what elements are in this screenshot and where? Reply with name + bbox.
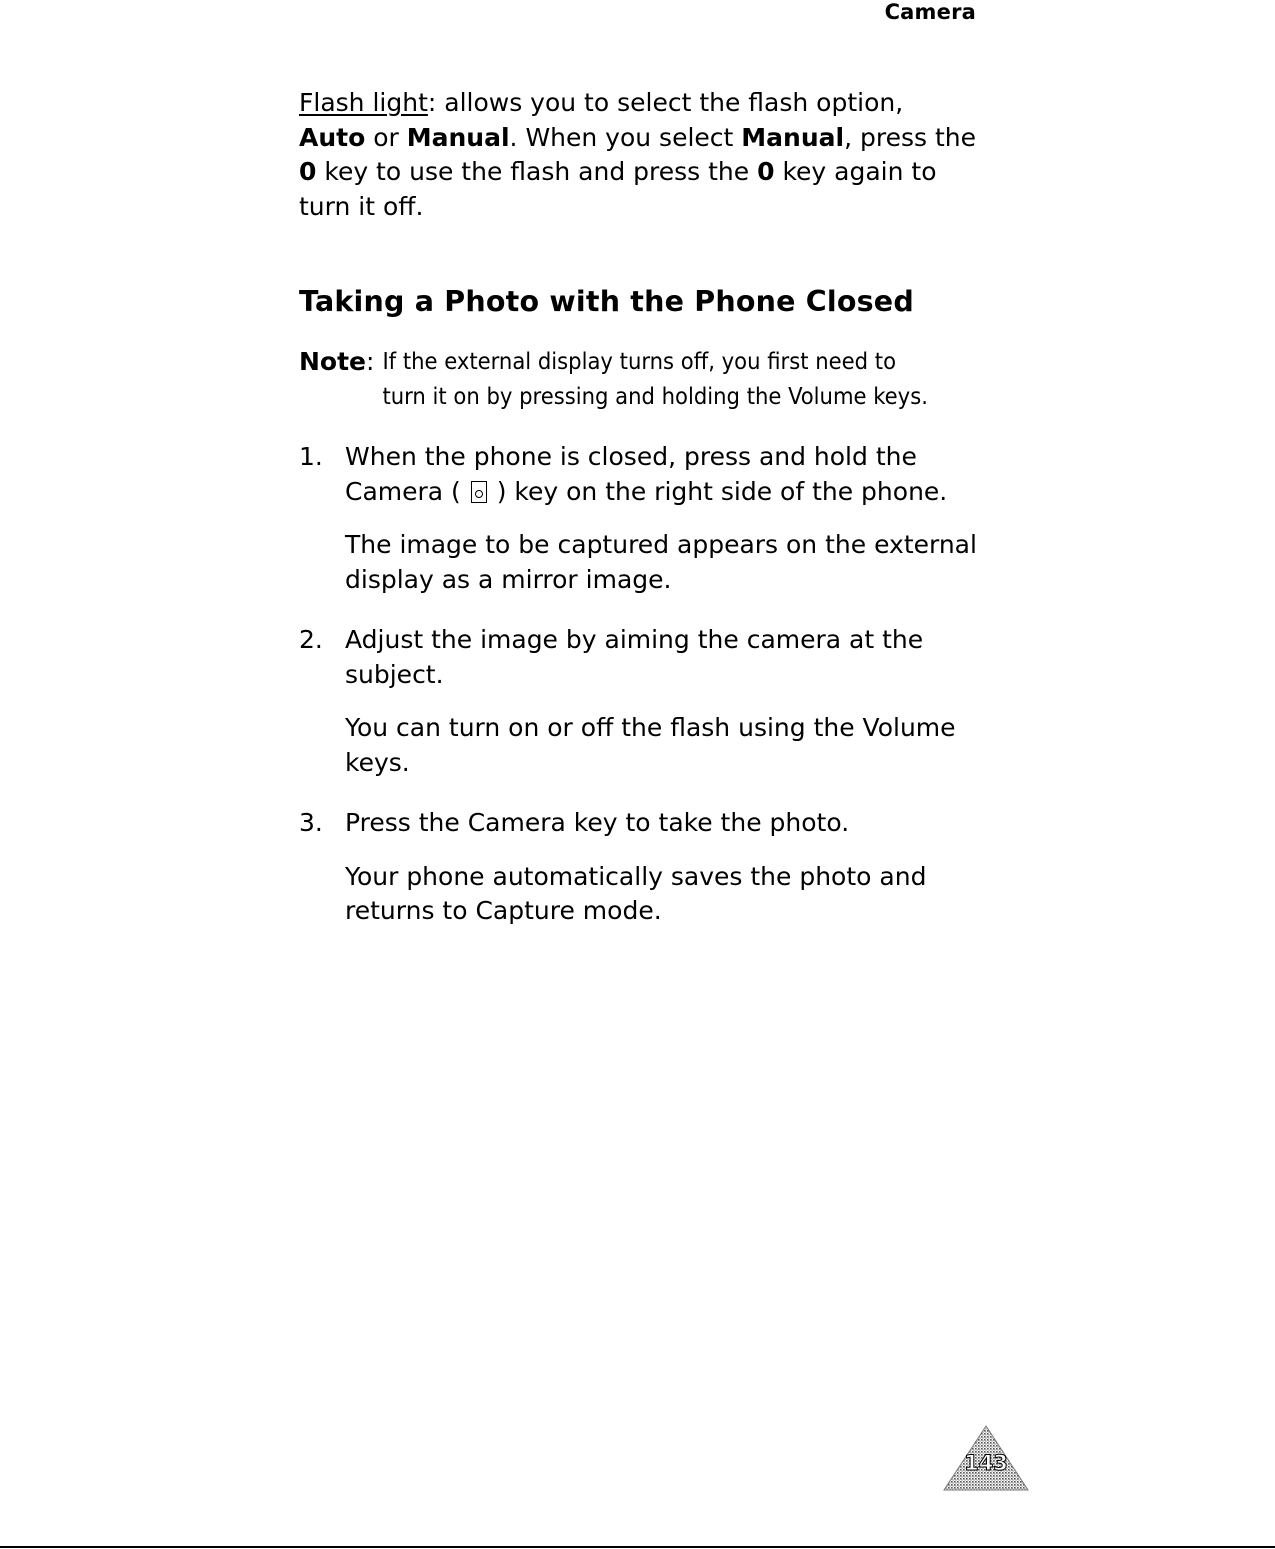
auto-option: Auto bbox=[299, 122, 366, 152]
step-subtext: Your phone automatically saves the photo and returns to Capture mode. bbox=[345, 861, 927, 925]
flash-text-1: : allows you to select the flash option, bbox=[427, 88, 904, 117]
page-content bbox=[299, 86, 989, 929]
step-text bbox=[345, 440, 989, 509]
note-block bbox=[299, 344, 989, 414]
flash-text-5: key to use the flash and press the bbox=[316, 157, 758, 186]
step-1-text-a: When the phone is closed, press and hold the Camera ( bbox=[345, 442, 917, 506]
step-subtext: You can turn on or off the flash using the Volume keys. bbox=[345, 713, 956, 777]
manual-option-2: Manual bbox=[741, 122, 845, 152]
step-subtext: The image to be captured appears on the external display as a mirror image. bbox=[345, 530, 977, 594]
bottom-rule bbox=[0, 1546, 1275, 1548]
step-2 bbox=[299, 623, 989, 780]
step-number: 3. bbox=[299, 808, 323, 837]
note-colon: : bbox=[366, 347, 375, 376]
camera-key-icon bbox=[471, 481, 487, 503]
step-text: Press the Camera key to take the photo. bbox=[345, 808, 850, 837]
running-header: Camera bbox=[884, 0, 976, 24]
flash-text-2: or bbox=[365, 122, 407, 152]
steps-list bbox=[299, 440, 989, 929]
step-1-text-b: ) key on the right side of the phone. bbox=[488, 476, 948, 506]
flash-light-term: Flash light bbox=[299, 88, 428, 117]
note-text: If the external display turns off, you first need to turn it on by pressing and holding the Volume keys. bbox=[382, 347, 928, 410]
flash-text-3: . When you select bbox=[509, 122, 742, 152]
step-number: 2. bbox=[299, 625, 323, 654]
step-3 bbox=[299, 806, 989, 929]
zero-key: 0 bbox=[299, 157, 317, 186]
step-number: 1. bbox=[299, 442, 323, 471]
flash-text-6: key again to turn it off. bbox=[299, 157, 937, 221]
flash-light-paragraph bbox=[299, 86, 989, 224]
note-label bbox=[299, 344, 374, 414]
step-body bbox=[345, 806, 989, 929]
flash-text-4: , press the bbox=[844, 122, 976, 152]
step-body bbox=[345, 623, 989, 780]
zero-key-2: 0 bbox=[757, 157, 775, 186]
step-text: Adjust the image by aiming the camera at the subject. bbox=[345, 625, 924, 689]
manual-option: Manual bbox=[406, 122, 510, 152]
step-1 bbox=[299, 440, 989, 597]
page-number: 143 bbox=[964, 1451, 1008, 1475]
step-body bbox=[345, 440, 989, 597]
note-label-text: Note bbox=[299, 347, 367, 376]
section-heading: Taking a Photo with the Phone Closed bbox=[299, 285, 914, 318]
